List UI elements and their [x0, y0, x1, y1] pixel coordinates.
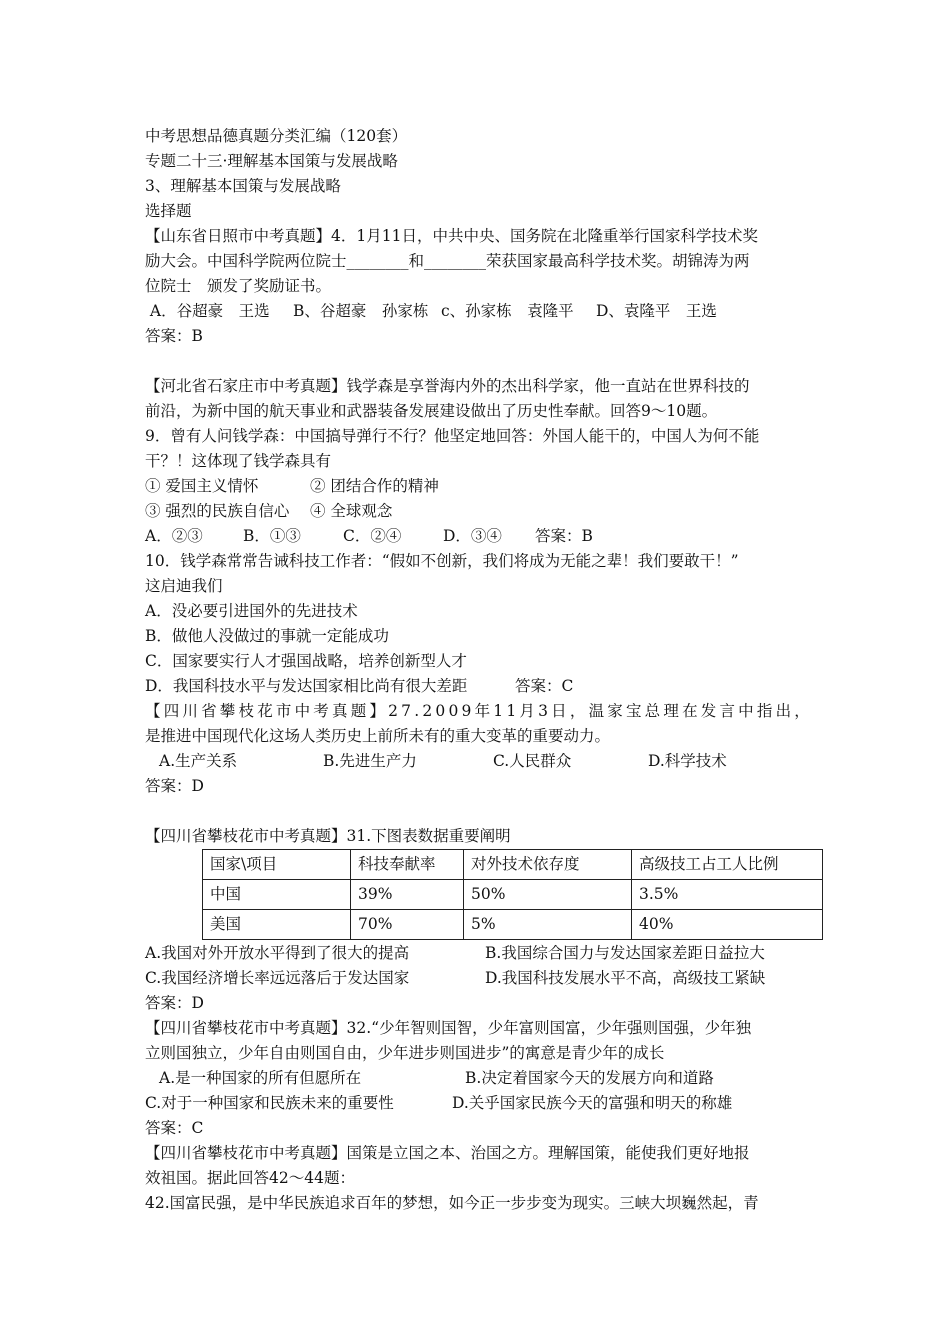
q9-items-row [145, 474, 825, 499]
table-cell: 39% [351, 880, 464, 910]
q9-options [145, 524, 825, 549]
table-header-cell: 对外技术依存度 [464, 850, 632, 880]
q1-answer: 答案：B [145, 327, 203, 345]
table-cell: 40% [632, 910, 823, 940]
q5-option-c: C.对于一种国家和民族未来的重要性 [145, 1094, 394, 1112]
q4-stem: 【四川省攀枝花市中考真题】31.下图表数据重要阐明 [145, 827, 511, 845]
q3-option-c: C.人民群众 [493, 752, 572, 770]
table-row [203, 910, 823, 940]
table-cell: 5% [464, 910, 632, 940]
q10-last-row [145, 674, 825, 699]
q9-option-a: A．②③ [145, 527, 203, 545]
data-table [202, 849, 823, 940]
q3-stem-line: 【四川省攀枝花市中考真题】27.2009年11月3日，温家宝总理在发言中指出， [145, 702, 813, 720]
q5-options-row [145, 1091, 825, 1116]
table-cell: 中国 [203, 880, 351, 910]
document-title: 中考思想品德真题分类汇编（120套） [145, 127, 408, 145]
q10-answer: 答案：C [515, 677, 574, 695]
q4-options-row [145, 966, 825, 991]
q10-stem-line: 这启迪我们 [145, 577, 223, 595]
q3-option-b: B.先进生产力 [323, 752, 417, 770]
q1-option-a: A．谷超豪 王选 [145, 302, 270, 320]
q9-option-c: C．②④ [343, 527, 402, 545]
q5-option-a: A.是一种国家的所有但愿所在 [159, 1069, 362, 1087]
q5-option-d: D.关乎国家民族今天的富强和明天的称雄 [452, 1094, 733, 1112]
q6-intro-line: 【四川省攀枝花市中考真题】国策是立国之本、治国之方。理解国策，能使我们更好地报 [145, 1144, 750, 1162]
q5-stem-line: 【四川省攀枝花市中考真题】32.“少年智则国智，少年富则国富，少年强则国强，少年独 [145, 1019, 752, 1037]
q4-option-c: C.我国经济增长率远远落后于发达国家 [145, 969, 410, 987]
q1-stem-line: 励大会。中国科学院两位院士________和________荣获国家最高科学技术奖。胡锦涛为两 [145, 252, 750, 270]
table-header-cell: 国家\项目 [203, 850, 351, 880]
q9-stem-line: 干？！这体现了钱学森具有 [145, 452, 332, 470]
q1-options [145, 299, 825, 324]
spacer [145, 349, 825, 374]
section-heading: 3、理解基本国策与发展战略 [145, 177, 341, 195]
q10-option-d: D．我国科技水平与发达国家相比尚有很大差距 [145, 677, 468, 695]
q9-item-1: ① 爱国主义情怀 [145, 477, 259, 495]
table-header-row [203, 850, 823, 880]
table-cell: 3.5% [632, 880, 823, 910]
q9-item-3: ③ 强烈的民族自信心 [145, 502, 290, 520]
table-cell: 70% [351, 910, 464, 940]
q3-stem-line: 是推进中国现代化这场人类历史上前所未有的重大变革的重要动力。 [145, 727, 611, 745]
q1-stem-line: 位院士 颁发了奖励证书。 [145, 277, 332, 295]
table-cell: 50% [464, 880, 632, 910]
q1-option-d: D、袁隆平 王选 [596, 302, 717, 320]
q10-option-c: C．国家要实行人才强国战略，培养创新型人才 [145, 652, 467, 670]
q4-answer: 答案：D [145, 994, 204, 1012]
q3-option-d: D.科学技术 [648, 752, 727, 770]
q1-stem-line: 【山东省日照市中考真题】4．1月11日，中共中央、国务院在北隆重举行国家科学技术奖 [145, 227, 758, 245]
q9-items-row [145, 499, 825, 524]
q10-option-b: B．做他人没做过的事就一定能成功 [145, 627, 389, 645]
question-type-heading: 选择题 [145, 202, 192, 220]
q6-intro-line: 效祖国。据此回答42～44题： [145, 1169, 355, 1187]
q2-intro-line: 前沿，为新中国的航天事业和武器装备发展建设做出了历史性奉献。回答9～10题。 [145, 402, 718, 420]
q4-option-b: B.我国综合国力与发达国家差距日益拉大 [485, 944, 765, 962]
q5-options-row [145, 1066, 825, 1091]
q3-option-a: A.生产关系 [159, 752, 238, 770]
topic-heading: 专题二十三·理解基本国策与发展战略 [145, 152, 398, 170]
table-header-cell: 科技奉献率 [351, 850, 464, 880]
q3-options [145, 749, 825, 774]
q9-item-4: ④ 全球观念 [310, 502, 393, 520]
q1-option-c: c、孙家栋 袁隆平 [441, 302, 574, 320]
document-page [145, 124, 825, 1216]
q10-stem-line: 10．钱学森常常告诫科技工作者：“假如不创新，我们将成为无能之辈！我们要敢干！” [145, 552, 739, 570]
q10-option-a: A．没必要引进国外的先进技术 [145, 602, 358, 620]
q9-option-b: B．①③ [243, 527, 301, 545]
q3-answer: 答案：D [145, 777, 204, 795]
q5-option-b: B.决定着国家今天的发展方向和道路 [465, 1069, 714, 1087]
table-header-cell: 高级技工占工人比例 [632, 850, 823, 880]
table-row [203, 880, 823, 910]
spacer [145, 799, 825, 824]
q9-item-2: ② 团结合作的精神 [310, 477, 439, 495]
q1-option-b: B、谷超豪 孙家栋 [293, 302, 429, 320]
q9-stem-line: 9．曾有人问钱学森：中国搞导弹行不行？他坚定地回答：外国人能干的，中国人为何不能 [145, 427, 760, 445]
q4-option-d: D.我国科技发展水平不高，高级技工紧缺 [485, 969, 766, 987]
q5-answer: 答案：C [145, 1119, 204, 1137]
q42-stem-line: 42.国富民强，是中华民族追求百年的梦想，如今正一步步变为现实。三峡大坝巍然起，青 [145, 1194, 759, 1212]
q2-intro-line: 【河北省石家庄市中考真题】钱学森是享誉海内外的杰出科学家，他一直站在世界科技的 [145, 377, 750, 395]
q4-options-row [145, 941, 825, 966]
q9-answer: 答案：B [535, 527, 593, 545]
table-cell: 美国 [203, 910, 351, 940]
q9-option-d: D．③④ [443, 527, 502, 545]
q5-stem-line: 立则国独立，少年自由则国自由，少年进步则国进步”的寓意是青少年的成长 [145, 1044, 665, 1062]
q4-option-a: A.我国对外开放水平得到了很大的提高 [145, 944, 410, 962]
